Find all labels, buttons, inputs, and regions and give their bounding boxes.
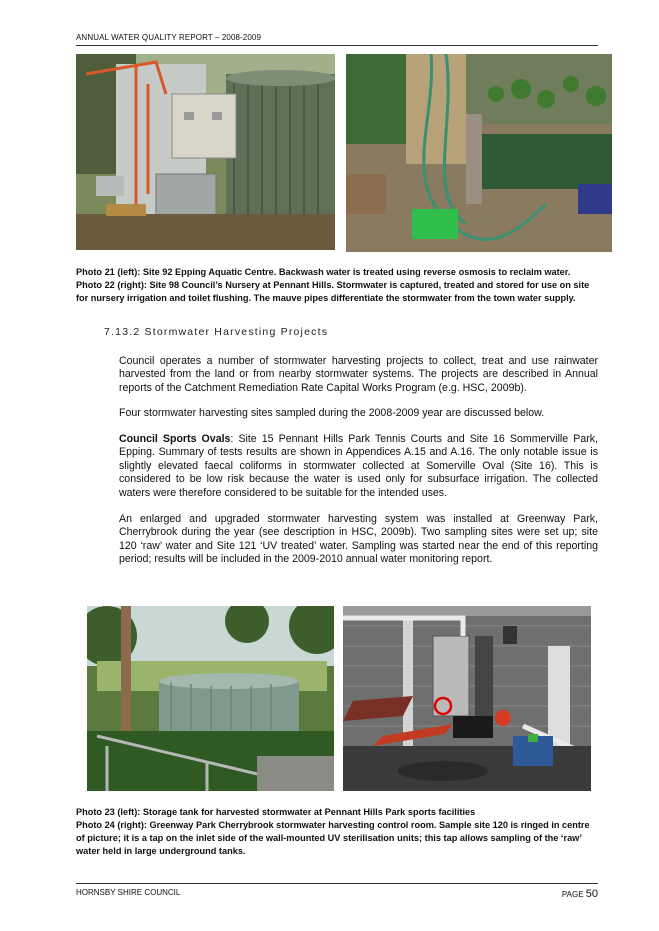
sports-ovals-lead: Council Sports Ovals: [119, 433, 231, 445]
paragraph-sites: Four stormwater harvesting sites sampled during the 2008-2009 year are discussed below.: [119, 407, 545, 419]
caption-photo-24: Photo 24 (right): Greenway Park Cherrybrook stormwater harvesting control room. Sample site 120 is ringed in centre of picture; it is a tap on the inlet side of the wall-mounted UV sterilisation units; this tap allows sampling of the ‘raw’ water held in large underground tanks.: [76, 820, 590, 856]
running-header: [76, 33, 598, 46]
caption-photo-21: Photo 21 (left): Site 92 Epping Aquatic Centre. Backwash water is treated using reverse osmosis to reclaim water.: [76, 267, 571, 277]
caption-photo-22: Photo 22 (right): Site 98 Council’s Nursery at Pennant Hills. Stormwater is captured, treated and stored for use on site for nursery irrigation and toilet flushing. The mauve pipes differentiate the stormwater from the town water supply.: [76, 280, 590, 303]
photo-22-pennant-hills-nursery: [346, 54, 612, 252]
caption-photo-23: Photo 23 (left): Storage tank for harvested stormwater at Pennant Hills Park sports facilities: [76, 807, 476, 817]
bottom-photo-captions: [76, 806, 598, 858]
top-photo-captions: [76, 266, 598, 305]
page-number: 50: [585, 888, 598, 900]
photo-21-epping-aquatic-centre: [76, 54, 335, 250]
photo-24-greenway-control-room: [343, 606, 591, 791]
page-footer: [76, 883, 598, 900]
paragraph-sports-ovals: Council Sports Ovals: Site 15 Pennant Hills Park Tennis Courts and Site 16 Sommerville Park, Epping. Summary of tests results are shown in Appendices A.15 and A.16. The only notable issue is slightly elevated faecal coliforms in stormwater collected at Somerville Oval (Site 16). This is considered to be low risk because the water is used only for subsurface irrigation. The collected waters were therefore considered to be suitable for the intended uses.: [119, 433, 598, 499]
paragraph-intro: Council operates a number of stormwater harvesting projects to collect, treat and use rainwater harvested from the land or from nearby stormwater systems. The projects are described in Annual reports of the Catchment Remediation Rate Capital Works Program (e.g. HSC, 2009b).: [119, 355, 598, 394]
page-number-block: PAGE 50: [561, 888, 598, 900]
paragraph-greenway-park: An enlarged and upgraded stormwater harvesting system was installed at Greenway Park, Cherrybrook during the year (see description in HSC, 2009b). Two sampling sites were set up; site 120 ‘raw’ water and Site 121 ‘UV treated’ water. Sampling was started near the end of this reporting period; results will be included in the 2009-2010 annual water monitoring report.: [119, 513, 598, 566]
section-heading: 7.13.2 Stormwater Harvesting Projects: [104, 326, 329, 338]
photo-23-storage-tank: [87, 606, 334, 791]
footer-council-name: HORNSBY SHIRE COUNCIL: [76, 888, 181, 897]
report-title: ANNUAL WATER QUALITY REPORT – 2008-2009: [76, 33, 262, 42]
